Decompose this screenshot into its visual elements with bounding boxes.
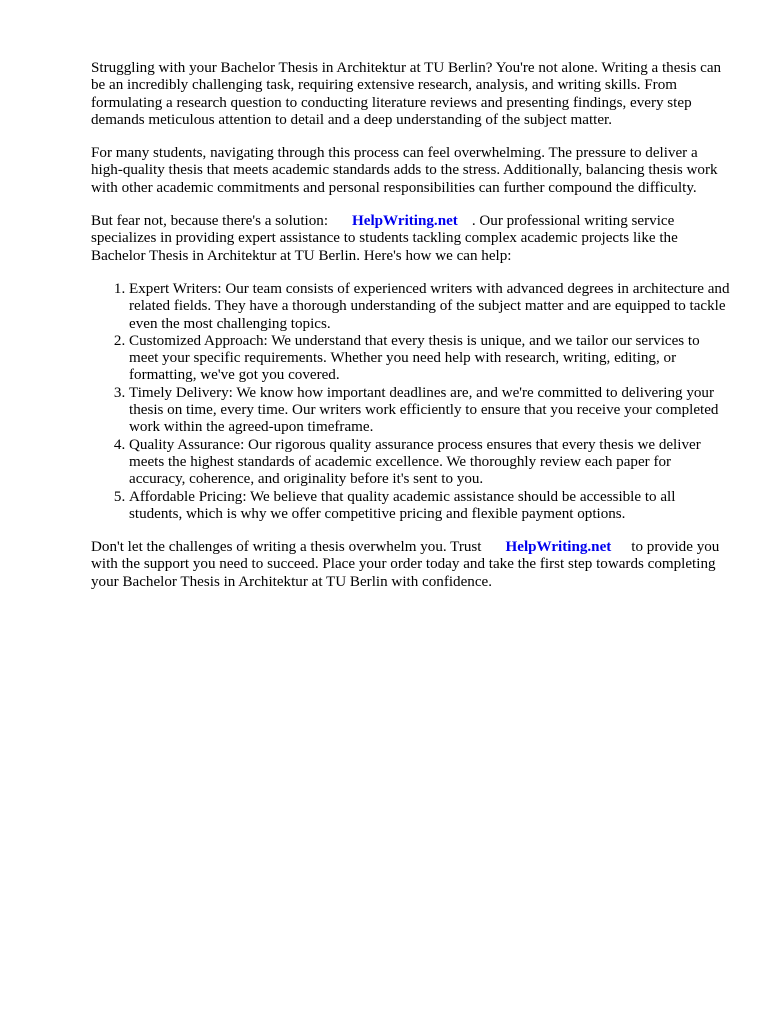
solution-text-before: But fear not, because there's a solution:: [91, 213, 329, 230]
document-body: [91, 60, 731, 607]
closing-text-after: to provide you with the support you need to succeed. Place your order today and take the first step towards completing your Bachelor Thesis in Architektur at TU Berlin with confidence.: [91, 539, 720, 590]
list-item-affordable-pricing: 5. Affordable Pricing: We believe that quality academic assistance should be accessible to all students, which is why we offer competitive pricing and flexible payment options.: [129, 489, 731, 524]
helpwriting-link[interactable]: HelpWriting.net: [352, 213, 458, 230]
help-list: [91, 281, 731, 523]
solution-paragraph: [91, 213, 731, 265]
solution-text-after: . Our professional writing service specializes in providing expert assistance to students tackling complex academic projects like the Bachelor Thesis in Architektur at TU Berlin. Here's how we can help:: [91, 213, 678, 264]
helpwriting-link-closing[interactable]: HelpWriting.net: [505, 539, 612, 556]
list-item-expert-writers: 1. Expert Writers: Our team consists of experienced writers with advanced degrees in architecture and related fields. They have a thorough understanding of the subject matter and are equipped to tackle even the most challenging topics.: [129, 281, 731, 333]
list-item-timely-delivery: 3. Timely Delivery: We know how important deadlines are, and we're committed to delivering your thesis on time, every time. Our writers work efficiently to ensure that you receive your completed work within the agreed-upon timeframe.: [129, 385, 731, 437]
list-item-quality-assurance: 4. Quality Assurance: Our rigorous quality assurance process ensures that every thesis we deliver meets the highest standards of academic excellence. We thoroughly review each paper for accuracy, coherence, and originality before it's sent to you.: [129, 437, 731, 489]
closing-text-before: Don't let the challenges of writing a thesis overwhelm you. Trust: [91, 539, 482, 556]
second-paragraph: For many students, navigating through this process can feel overwhelming. The pressure to deliver a high-quality thesis that meets academic standards adds to the stress. Additionally, balancing thesis work with other academic commitments and personal responsibilities can further compound the difficulty.: [91, 145, 718, 196]
intro-paragraph: Struggling with your Bachelor Thesis in Architektur at TU Berlin? You're not alone. Writing a thesis can be an incredibly challenging task, requiring extensive research, analysis, and writing skills. From formulating a research question to conducting literature reviews and presenting findings, every step demands meticulous attention to detail and a deep understanding of the subject matter.: [91, 60, 722, 128]
list-item-customized-approach: 2. Customized Approach: We understand that every thesis is unique, and we tailor our services to meet your specific requirements. Whether you need help with research, writing, editing, or formatting, we've got you covered.: [129, 333, 731, 385]
closing-paragraph: [91, 539, 731, 591]
